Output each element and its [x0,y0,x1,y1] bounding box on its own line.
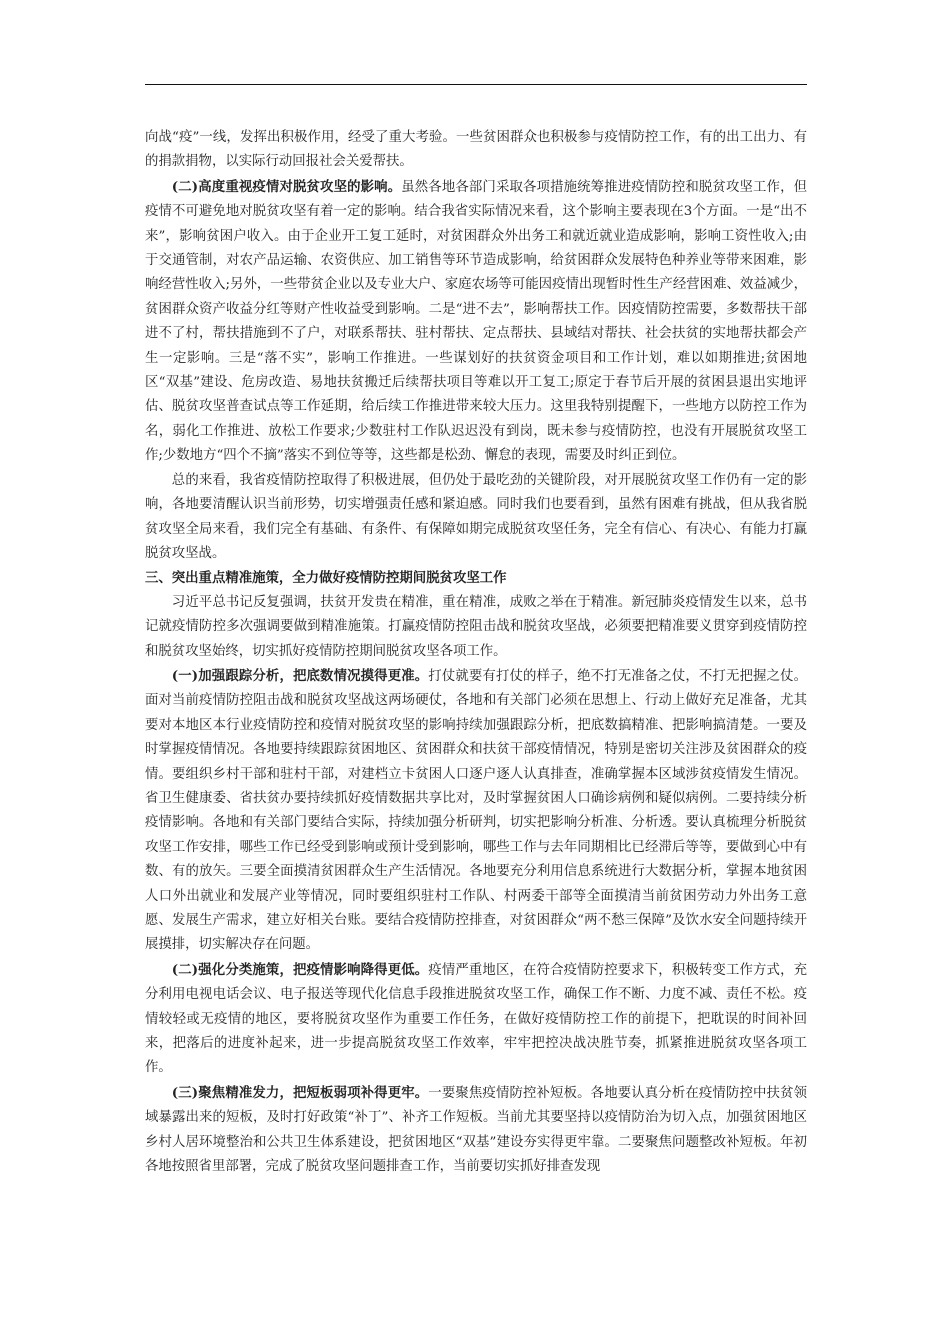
document-page [145,0,807,1344]
paragraph: 向战“疫”一线，发挥出积极作用，经受了重大考验。一些贫困群众也积极参与疫情防控工作，有的出工出力、有的捐款捐物，以实际行动回报社会关爱帮扶。 [145,130,807,170]
subheading-3: (三)聚焦精准发力，把短板弱项补得更牢。 [171,1084,429,1101]
subheading-1: (一)加强跟踪分析，把底数情况摸得更准。 [171,667,429,684]
paragraph: (一)加强跟踪分析，把底数情况摸得更准。打仗就要有打仗的样子，绝不打无准备之仗，不打无把握之仗。面对当前疫情防控阻击战和脱贫攻坚战这两场硬仗，各地和有关部门必须在思想上、行动上做好充足准备，尤其要对本地区本行业疫情防控和疫情对脱贫攻坚的影响持续加强跟踪分析，把底数搞精准、把影响搞清楚。一要及时掌握疫情情况。各地要持续跟踪贫困地区、贫困群众和扶贫干部疫情情况，特别是密切关注涉及贫困群众的疫情。要组织乡村干部和驻村干部，对建档立卡贫困人口逐户逐人认真排查，准确掌握本区域涉贫疫情发生情况。省卫生健康委、省扶贫办要持续抓好疫情数据共享比对，及时掌握贫困人口确诊病例和疑似病例。二要持续分析疫情影响。各地和有关部门要结合实际，持续加强分析研判，切实把影响分析准、分析透。要认真梳理分析脱贫攻坚工作安排，哪些工作已经受到影响或预计受到影响，哪些工作与去年同期相比已经滞后等等，要做到心中有数、有的放矢。三要全面摸清贫困群众生产生活情况。各地要充分利用信息系统进行大数据分析，掌握本地贫困人口外出就业和发展产业等情况，同时要组织驻村工作队、村两委干部等全面摸清当前贫困劳动力外出务工意愿、发展生产需求，建立好相关台账。要结合疫情防控排查，对贫困群众“两不愁三保障”及饮水安全问题持续开展摸排，切实解决存在问题。 [145,667,808,953]
section-heading: 三、突出重点精准施策，全力做好疫情防控期间脱贫攻坚工作 [145,570,507,587]
paragraph: (二)强化分类施策，把疫情影响降得更低。疫情严重地区，在符合疫情防控要求下，积极转变工作方式，充分利用电视电话会议、电子报送等现代化信息手段推进脱贫攻坚工作，确保工作不断、力度不减、责任不松。疫情较轻或无疫情的地区，要将脱贫攻坚作为重要工作任务，在做好疫情防控工作的前提下，把耽误的时间补回来，把落后的进度补起来，进一步提高脱贫攻坚工作效率，牢牢把控决战决胜节奏，抓紧推进脱贫攻坚各项工作。 [145,961,808,1076]
subheading-2b: (二)强化分类施策，把疫情影响降得更低。 [171,961,429,978]
subheading-2: (二)高度重视疫情对脱贫攻坚的影响。 [171,178,402,195]
paragraph: 习近平总书记反复强调，扶贫开发贵在精准，重在精准，成败之举在于精准。新冠肺炎疫情发生以来，总书记就疫情防控多次强调要做到精准施策。打赢疫情防控阻击战和脱贫攻坚战，必须要把精准要义贯穿到疫情防控和脱贫攻坚始终，切实抓好疫情防控期间脱贫攻坚各项工作。 [145,594,807,659]
header-rule [145,84,807,85]
document-body [145,126,807,1179]
paragraph: 总的来看，我省疫情防控取得了积极进展，但仍处于最吃劲的关键阶段，对开展脱贫攻坚工作仍有一定的影响，各地要清醒认识当前形势，切实增强责任感和紧迫感。同时我们也要看到，虽然有困难有挑战，但从我省脱贫攻坚全局来看，我们完全有基础、有条件、有保障如期完成脱贫攻坚任务，完全有信心、有决心、有能力打赢脱贫攻坚战。 [145,472,807,561]
paragraph: (三)聚焦精准发力，把短板弱项补得更牢。一要聚焦疫情防控补短板。各地要认真分析在疫情防控中扶贫领域暴露出来的短板，及时打好政策“补丁”、补齐工作短板。当前尤其要坚持以疫情防治为切入点，加强贫困地区乡村人居环境整治和公共卫生体系建设，把贫困地区“双基”建设夯实得更牢靠。二要聚焦问题整改补短板。年初各地按照省里部署，完成了脱贫攻坚问题排查工作，当前要切实抓好排查发现 [145,1084,808,1175]
paragraph: (二)高度重视疫情对脱贫攻坚的影响。虽然各地各部门采取各项措施统筹推进疫情防控和脱贫攻坚工作，但疫情不可避免地对脱贫攻坚有着一定的影响。结合我省实际情况来看，这个影响主要表现在3个方面。一是“出不来”，影响贫困户收入。由于企业开工复工延时，对贫困群众外出务工和就近就业造成影响，影响工资性收入;由于交通管制，对农产品运输、农资供应、加工销售等环节造成影响，给贫困群众发展特色种养业等带来困难，影响经营性收入;另外，一些带贫企业以及专业大户、家庭农场等可能因疫情出现暂时性生产经营困难、效益减少，贫困群众资产收益分红等财产性收益受到影响。二是“进不去”，影响帮扶工作。因疫情防控需要，多数帮扶干部进不了村，帮扶措施到不了户，对联系帮扶、驻村帮扶、定点帮扶、县域结对帮扶、社会扶贫的实地帮扶都会产生一定影响。三是“落不实”，影响工作推进。一些谋划好的扶贫资金项目和工作计划，难以如期推进;贫困地区“双基”建设、危房改造、易地扶贫搬迁后续帮扶项目等难以开工复工;原定于春节后开展的贫困县退出实地评估、脱贫攻坚普查试点等工作延期，给后续工作推进带来较大压力。这里我特别提醒下，一些地方以防控工作为名，弱化工作推进、放松工作要求;少数驻村工作队迟迟没有到岗，既未参与疫情防控，也没有开展脱贫攻坚工作;少数地方“四个不摘”落实不到位等等，这些都是松劲、懈怠的表现，需要及时纠正到位。 [145,178,808,464]
